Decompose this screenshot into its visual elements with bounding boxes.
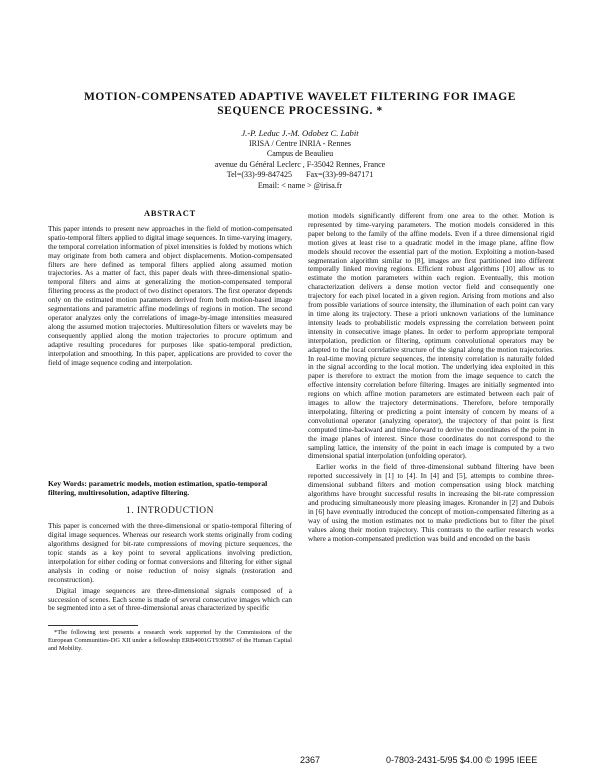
introduction-paragraph-1: This paper is concerned with the three-dimensional or spatio-temporal filtering of digital image sequences. Whereas our research work stems originally from coding algorithms designed for bit-rate compressions of moving picture sequences, the topic stands as a key point to several applications involving prediction, interpolation for either coding or format conversions and filtering for either signal analysis in coding or noise reduction of noisy signals (restoration and reconstruction).: [48, 521, 292, 584]
body-paragraph-2: Earlier works in the field of three-dimensional subband filtering have been reported successively in [1] to [4]. In [4] and [5], attempts to combine three-dimensional subband filters and motion compensation using block matching algorithms have brought successful results in increasing the bit-rate compression and producing simultaneously more pleasing images. Kronander in [2] and Dubois in [6] have eventually introduced the concept of motion-compensated filtering as a way of using the motion estimates not to make predictions but to filter the pixel values along their motion trajectory. This contrasts to the earlier research works where a motion-compensated prediction was build and encoded on the basis: [308, 462, 554, 543]
left-column: [48, 210, 292, 654]
body-paragraph-1: motion models significantly different from one area to the other. Motion is represented by time-varying parameters. The motion models considered in this paper belong to the family of the affine models. Even if a three dimensional rigid motion gives at least rise to a quadratic model in the image plane, affine flow models should recover the essential part of the motion. Exploiting a motion-based segmentation algorithm similar to [8], images are first partitioned into different temporally linked moving regions. Efficient robust algorithms [10] allow us to estimate the motion parameters within each region. Eventually, this motion characterization delivers a dense motion vector field and consequently one trajectory for each pixel located in a given region. Arising from motions and also from possible variations of source intensity, the illumination of each point can vary in time along its trajectory. These a priori unknown variations of the luminance intensity leads to probabilistic models expressing the correlation between point intensity in consecutive image planes. In order to perform appropriate temporal interpolation, prediction or filtering, optimum convolutional operators may be adapted to the local correlative structure of the signal along the motion trajectories. In real-time moving picture sequences, the intensity correlation is naturally folded in the signal according to the local motion. The underlying idea exploited in this paper is therefore to extract the motion from the image sequence to catch the effective intensity correlation before filtering. Images are initially segmented into regions on which affine motion parameters are estimated between each pair of images to allow the trajectory determinations. Therefore, before temporally interpolating, filtering or predicting a point intensity of concern by means of a convolutional operator (analyzing operator), the trajectory of that point is first computed time-backward and time-forward to derive the coordinates of the point in the image planes of interest. Since those coordinates do not correspond to the sampling lattice, the intensity of the point in each image is computed by a two dimensional spatial interpolation (unfolding operator).: [308, 211, 554, 461]
postal-address: avenue du Général Leclerc , F-35042 Rennes, France: [214, 159, 386, 169]
page-number: 2367: [300, 755, 321, 765]
abstract-text: This paper intends to present new approaches in the field of motion-compensated spatio-temporal filters applied to digital image sequences. In time-varying imagery, the temporal correlation information of pixel intensities is folded by motions which may originate from both camera and object displacements. Motion-compensated filters are here defined as temporal filters applied along assumed motion trajectories. As a matter of fact, this paper deals with three-dimensional spatio-temporal filters and aims at generalizing the motion-compensated temporal filtering process as the product of two distinct operators. The first operator depends only on the estimated motion parameters derived from both motion-based image segmentations and parametric affine modelings of regions in motion. The second operator analyzes only the correlations of image-by-image intensities measured along the assumed motion trajectories. Multiresolution filters or wavelets may be consequently applied along the motion trajectories to procure optimum and adaptive resulting procedures for purposes like spatio-temporal prediction, interpolation and smoothing. In this paper, applications are provided to cover the field of image sequence coding and interpolation.: [48, 223, 292, 367]
paper-title-line-2: SEQUENCE PROCESSING. *: [217, 105, 383, 117]
introduction-paragraph-2: Digital image sequences are three-dimensional signals composed of a succession of scenes. Each scene is made of several consecutive images which can be segmented into a set of three-dimensional areas characterized by specific: [48, 585, 292, 613]
paper-title: [60, 90, 540, 118]
affiliation: IRISA / Centre INRIA - Rennes: [249, 138, 351, 148]
keywords: [48, 479, 292, 497]
author-names: J.-P. Leduc J.-M. Odobez C. Labit: [241, 128, 359, 138]
phone-number: Tel=(33)-99-847425: [226, 170, 293, 180]
footnote: *The following text presents a research work supported by the Commissions of the European Communities-DG XII under a fellowship ERB4001GT930967 of the Human Capital and Mobility.: [48, 629, 292, 652]
introduction-heading: 1. INTRODUCTION: [126, 506, 214, 517]
keywords-text: parametric models, motion estimation, spatio-temporal filtering, multiresolution, adaptive filtering.: [48, 479, 268, 498]
right-column: [308, 212, 554, 546]
paper-title-line-1: MOTION-COMPENSATED ADAPTIVE WAVELET FILTERING FOR IMAGE: [83, 91, 517, 103]
author-info: [150, 128, 450, 192]
copyright-line: 0-7803-2431-5/95 $4.00 © 1995 IEEE: [386, 755, 538, 765]
campus: Campus de Beaulieu: [266, 149, 334, 159]
fax-number: Fax=(33)-99-847171: [306, 170, 374, 180]
footnote-divider: [48, 625, 138, 626]
contact-numbers: [150, 170, 450, 181]
email-address: Email: < name > @irisa.fr: [257, 180, 343, 190]
abstract-heading: ABSTRACT: [143, 209, 196, 218]
keywords-label: Key Words:: [48, 479, 87, 489]
